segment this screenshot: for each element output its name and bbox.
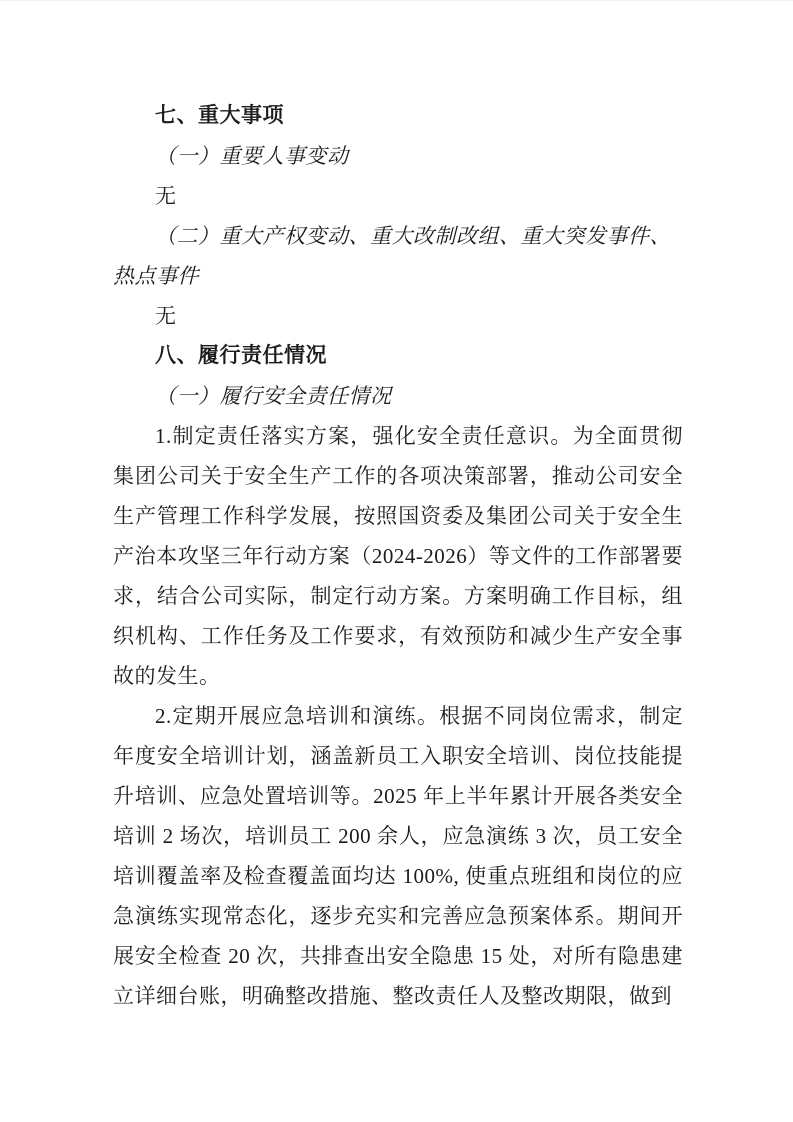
subheading-property-restructuring-emergencies: （二）重大产权变动、重大改制改组、重大突发事件、热点事件 xyxy=(113,224,671,288)
paragraph-training-and-drills: 2.定期开展应急培训和演练。根据不同岗位需求，制定年度安全培训计划，涵盖新员工入职安全培训、岗位技能提升培训、应急处置培训等。2025 年上半年累计开展各类安全培训 2 场次，培训员工 200 余人，应急演练 3 次，员工安全培训覆盖率及检查覆盖面均达 100%, 使重点班组和岗位的应急演练实现常态化，逐步充实和完善应急预案体系。期间开展安全检查 20 次，共排查出安全隐患 15 处，对所有隐患建立详细台账，明确整改措施、整改责任人及整改期限，做到 xyxy=(113,704,683,1008)
text-none-personnel: 无 xyxy=(155,184,177,208)
paragraph-responsibility-plan: 1.制定责任落实方案，强化安全责任意识。为全面贯彻集团公司关于安全生产工作的各项决策部署，推动公司安全生产管理工作科学发展，按照国资委及集团公司关于安全生产治本攻坚三年行动方案（2024-2026）等文件的工作部署要求，结合公司实际，制定行动方案。方案明确工作目标，组织机构、工作任务及工作要求，有效预防和减少生产安全事故的发生。 xyxy=(113,424,683,688)
heading-major-matters: 七、重大事项 xyxy=(155,104,284,127)
heading-responsibility-performance: 八、履行责任情况 xyxy=(155,344,327,367)
subheading-personnel-changes: （一）重要人事变动 xyxy=(155,144,349,168)
text-none-emergencies: 无 xyxy=(155,304,177,328)
subheading-safety-responsibility: （一）履行安全责任情况 xyxy=(155,384,392,408)
document-content xyxy=(113,96,683,1016)
